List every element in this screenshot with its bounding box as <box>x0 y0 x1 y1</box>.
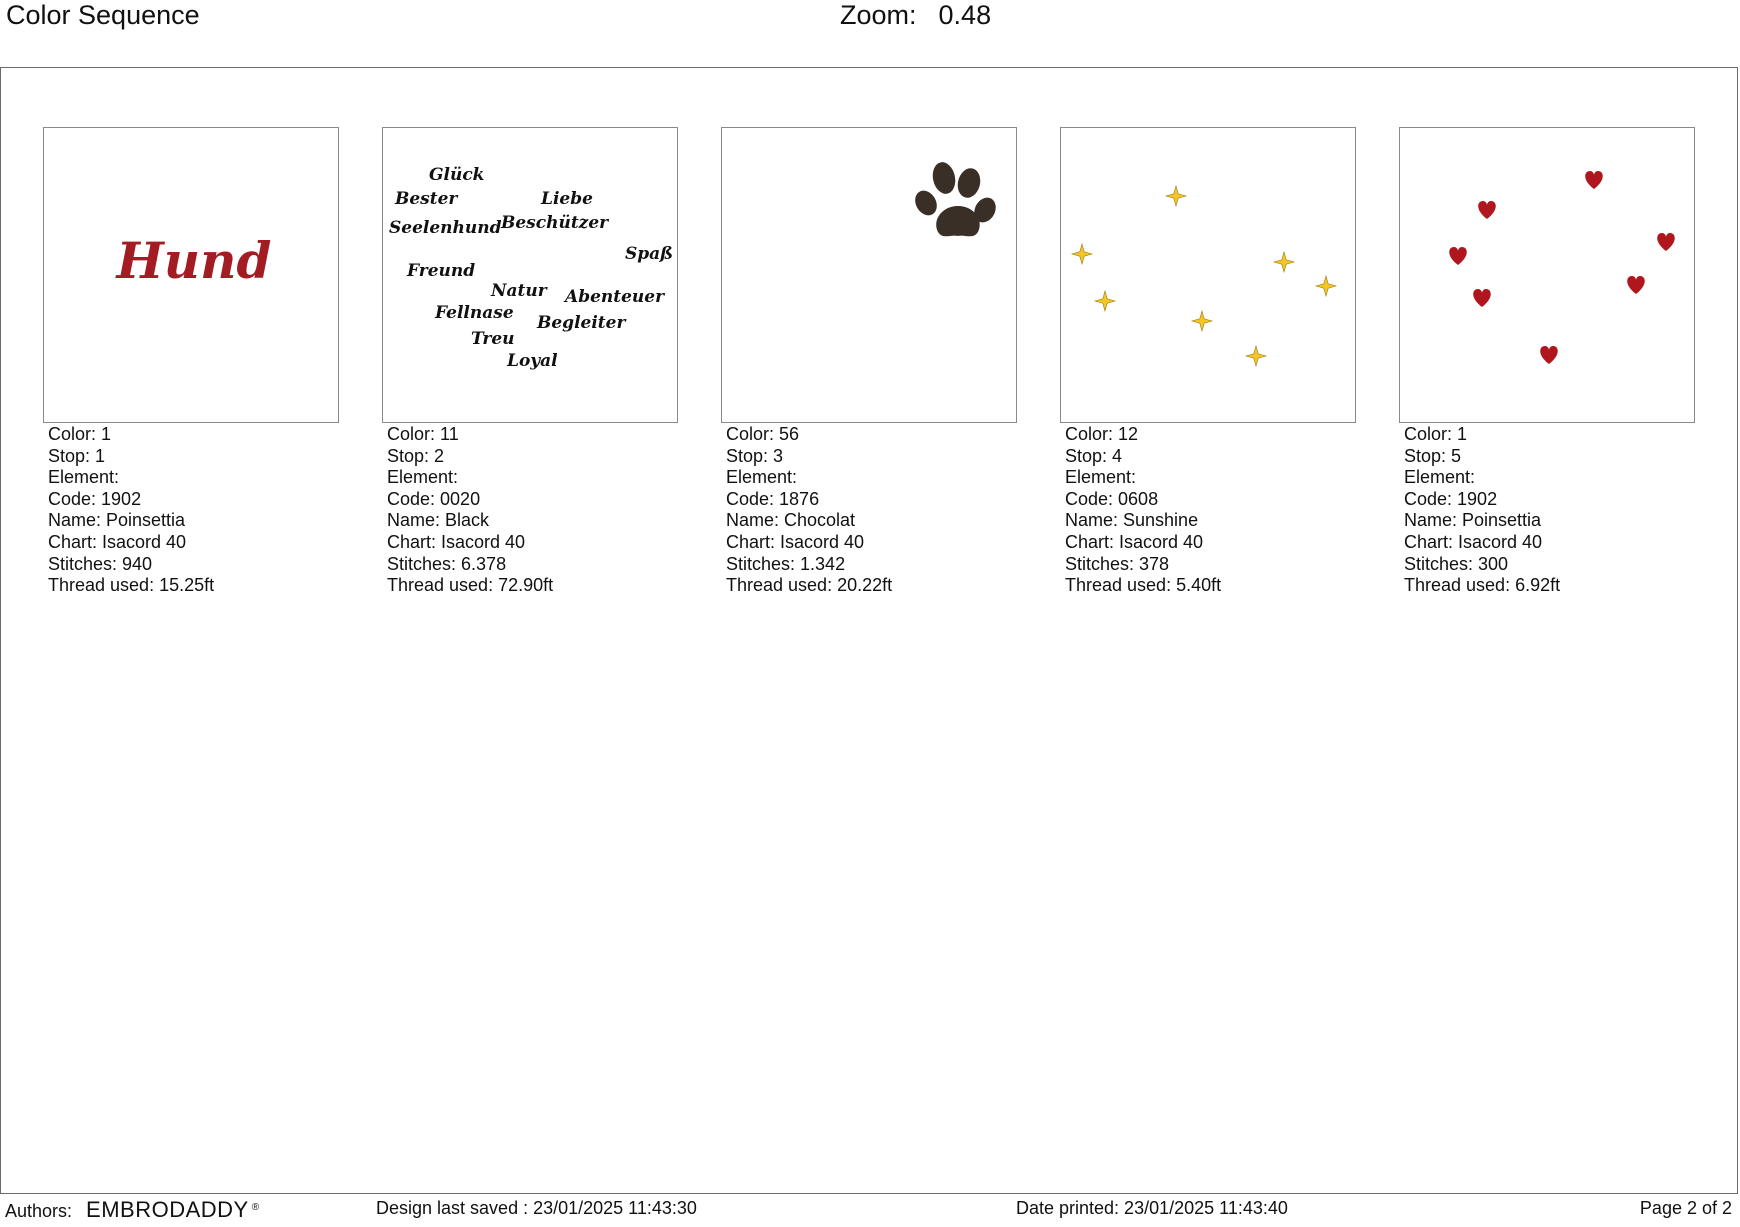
page-title: Color Sequence <box>6 0 200 30</box>
swatch-2-preview <box>382 127 678 423</box>
color-number: Color: 1 <box>48 424 112 444</box>
stitch-count: Stitches: 940 <box>48 553 153 574</box>
date-printed: Date printed: 23/01/2025 11:43:40 <box>1016 1198 1288 1218</box>
stop-number: Stop: 4 <box>1065 445 1123 466</box>
heart-icon <box>1657 233 1675 251</box>
word-treu: Treu <box>471 329 515 349</box>
zoom-readout <box>840 0 991 30</box>
stop-number: Stop: 2 <box>387 445 445 466</box>
word-begleiter: Begleiter <box>537 313 626 333</box>
stitch-count: Stitches: 300 <box>1404 553 1509 574</box>
thread-name: Name: Sunshine <box>1065 510 1199 531</box>
color-number: Color: 56 <box>726 424 800 444</box>
thread-name: Name: Poinsettia <box>48 510 186 531</box>
word-freund: Freund <box>407 261 476 281</box>
color-number: Color: 11 <box>387 424 459 444</box>
thread-used: Thread used: 72.90ft <box>387 575 554 596</box>
thread-chart: Chart: Isacord 40 <box>726 531 865 552</box>
heart-icon <box>1627 276 1645 294</box>
color-number: Color: 12 <box>1065 424 1139 444</box>
stitch-count: Stitches: 6.378 <box>387 553 507 574</box>
star-icon <box>1166 186 1186 206</box>
design-last-saved: Design last saved : 23/01/2025 11:43:30 <box>376 1198 697 1218</box>
thread-code: Code: 1902 <box>1404 488 1498 509</box>
swatch-4-preview <box>1060 127 1356 423</box>
thread-used: Thread used: 5.40ft <box>1065 575 1222 596</box>
thread-chart: Chart: Isacord 40 <box>387 531 526 552</box>
page-number: Page 2 of 2 <box>1639 1198 1732 1218</box>
element-label: Element: <box>1065 467 1137 488</box>
element-label: Element: <box>726 467 798 488</box>
color-number: Color: 1 <box>1404 424 1468 444</box>
stitch-count: Stitches: 378 <box>1065 553 1170 574</box>
thread-name: Name: Chocolat <box>726 510 856 531</box>
thread-used: Thread used: 20.22ft <box>726 575 893 596</box>
stop-number: Stop: 1 <box>48 445 106 466</box>
thread-name: Name: Poinsettia <box>1404 510 1542 531</box>
swatch-5-preview <box>1399 127 1695 423</box>
hund-lettering: Hund <box>116 231 272 290</box>
registered-mark: ® <box>251 1202 260 1213</box>
authors <box>5 1196 259 1226</box>
zoom-label: Zoom: <box>840 0 917 30</box>
word-seelenhund: Seelenhund <box>389 218 502 238</box>
word-abenteuer: Abenteuer <box>565 287 665 307</box>
zoom-value: 0.48 <box>938 0 992 30</box>
swatch-2-details <box>387 424 687 597</box>
authors-name: EMBRODADDY <box>86 1197 249 1222</box>
star-icon <box>1246 346 1266 366</box>
thread-code: Code: 1876 <box>726 488 820 509</box>
element-label: Element: <box>387 467 459 488</box>
star-icon <box>1072 244 1092 264</box>
star-icon <box>1192 311 1212 331</box>
swatch-4-details <box>1065 424 1365 597</box>
heart-icon <box>1478 201 1496 219</box>
thread-used: Thread used: 15.25ft <box>48 575 215 596</box>
thread-chart: Chart: Isacord 40 <box>1065 531 1204 552</box>
swatch-3-details <box>726 424 1026 597</box>
word-bester: Bester <box>395 189 458 209</box>
thread-code: Code: 1902 <box>48 488 142 509</box>
star-icon <box>1095 291 1115 311</box>
heart-icon <box>1449 247 1467 265</box>
heart-icons <box>1400 128 1695 423</box>
heart-icon <box>1585 171 1603 189</box>
star-icon <box>1316 276 1336 296</box>
thread-chart: Chart: Isacord 40 <box>1404 531 1543 552</box>
word-cloud-lettering <box>383 128 678 423</box>
word-natur: Natur <box>491 281 547 301</box>
thread-code: Code: 0020 <box>387 488 481 509</box>
star-icons <box>1061 128 1356 423</box>
heart-icon <box>1473 289 1491 307</box>
swatch-1-preview <box>43 127 339 423</box>
thread-name: Name: Black <box>387 510 490 531</box>
word-spass: Spaß <box>625 244 674 264</box>
word-loyal: Loyal <box>507 351 558 371</box>
authors-label: Authors: <box>5 1201 73 1221</box>
word-fellnase: Fellnase <box>435 303 514 323</box>
swatch-5-details <box>1404 424 1704 597</box>
element-label: Element: <box>1404 467 1476 488</box>
thread-chart: Chart: Isacord 40 <box>48 531 187 552</box>
heart-icon <box>1540 346 1558 364</box>
paw-print-icon <box>911 160 1000 236</box>
stop-number: Stop: 3 <box>726 445 784 466</box>
swatch-1-details <box>48 424 348 597</box>
word-glueck: Glück <box>429 165 485 185</box>
word-beschuetzer: Beschützer <box>501 213 609 233</box>
word-liebe: Liebe <box>541 189 593 209</box>
star-icon <box>1274 252 1294 272</box>
thread-code: Code: 0608 <box>1065 488 1159 509</box>
swatch-3-preview <box>721 127 1017 423</box>
stop-number: Stop: 5 <box>1404 445 1462 466</box>
stitch-count: Stitches: 1.342 <box>726 553 846 574</box>
element-label: Element: <box>48 467 120 488</box>
thread-used: Thread used: 6.92ft <box>1404 575 1561 596</box>
